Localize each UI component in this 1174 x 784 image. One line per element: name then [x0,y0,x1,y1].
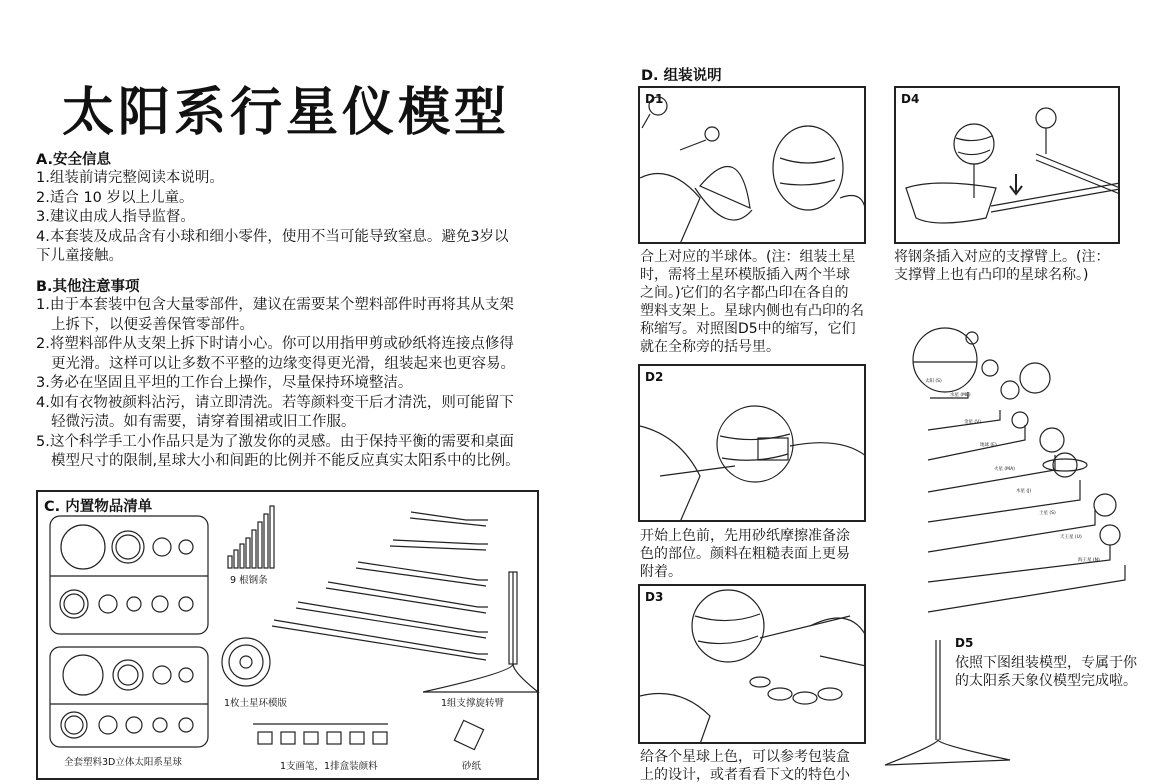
sun-model [913,328,977,392]
sun-hemisphere-part [61,525,105,569]
step-label: D2 [645,370,664,384]
notes-line: 轻微污渍。如有需要，请穿着围裙或旧工作服。 [51,414,356,430]
step-d3-caption [640,748,850,784]
d3-illustration [640,586,866,744]
arm-label: 地球 (E) [980,443,997,448]
d2-illustration [640,366,866,522]
planet-part [153,538,171,556]
arm-label: 太阳 (S) [925,379,942,384]
caption-line: 时，需将土星环模版插入两个半球 [640,267,850,283]
caption-line: 合上对应的半球体。(注：组装土星 [640,249,856,265]
caption-line: 就在全称旁的括号里。 [640,339,780,355]
step-d3-panel [638,584,866,744]
notes-line: 3.务必在坚固且平坦的工作台上操作，尽量保持环境整洁。 [36,375,413,391]
planets-label: 全套塑料3D立体太阳系星球 [64,757,182,768]
safety-heading: A.安全信息 [36,152,111,168]
caption-line: 称缩写。对照图D5中的缩写，它们 [640,321,856,337]
notes-line: 4.如有衣物被颜料沾污，请立即清洗。若等颜料变干后才清洗，则可能留下 [36,394,514,411]
contents-heading: C. 内置物品清单 [44,499,153,515]
arm-label: 水星 (ME) [950,393,971,398]
sandpaper-icon [454,720,483,749]
caption-line: 上的设计，或者看看下文的特色小 [640,767,850,783]
step-d5-caption [955,654,1137,690]
caption-line: 支撑臂上也有凸印的星球名称。) [894,267,1089,283]
caption-line: 附着。 [640,564,682,580]
step-d1-panel [638,86,866,244]
stand-label: 1组支撑旋转臂 [441,698,505,709]
step-d4-panel [894,86,1120,244]
step-d4-caption [894,248,1109,284]
paint-pots-icon [253,724,388,744]
ring-label: 1枚土星环模版 [224,698,288,709]
arm-label: 天王星 (U) [1060,535,1082,540]
caption-line: 的太阳系天象仪模型完成啦。 [955,673,1137,689]
notes-line: 更光滑。这样可以让多数不平整的边缘变得更光滑，组装起来也更容易。 [51,355,515,372]
step-d2-caption [640,527,850,581]
support-arms-icon [272,512,488,660]
sprue-frame [50,516,208,634]
caption-line: 开始上色前，先用砂纸摩擦准备涂 [640,528,850,544]
step-label: D4 [901,92,920,106]
paint-label: 1支画笔，1排盒装颜料 [280,761,378,772]
notes-line: 上拆下，以便妥善保管零部件。 [51,316,254,333]
caption-line: 色的部位。颜料在粗糙表面上更易 [640,546,850,562]
step-label: D5 [955,636,974,650]
contents-illustration [38,492,541,782]
saturn-part [112,531,144,563]
caption-line: 之间。)它们的名字都凸印在各自的 [640,285,849,301]
notes-line: 2.将塑料部件从支架上拆下时请小心。你可以用指甲剪或砂纸将连接点修得 [36,336,514,352]
safety-item: 4.本套装及成品含有小球和细小零件，使用不当可能导致窒息。避免3岁以 [36,228,509,245]
caption-line: 塑料支架上。星球内侧也有凸印的名 [640,303,864,319]
assembly-heading: D. 组装说明 [641,68,722,84]
contents-box [36,490,539,780]
d1-illustration [640,88,866,244]
sandpaper-label: 砂纸 [462,761,482,772]
step-d1-caption [640,248,864,356]
arm-label: 海王星 (N) [1078,558,1100,563]
step-label: D3 [645,590,664,604]
d4-illustration [896,88,1120,244]
safety-item: 2.适合 10 岁以上儿童。 [36,189,194,206]
arm-label: 木星 (J) [1016,489,1032,494]
safety-item: 1.组装前请完整阅读本说明。 [36,170,224,186]
notes-section [36,275,520,472]
safety-item: 3.建议由成人指导监督。 [36,209,195,225]
notes-line: 模型尺寸的限制,星球大小和间距的比例并不能反应真实太阳系中的比例。 [51,453,520,469]
caption-line: 将钢条插入对应的支撑臂上。(注： [894,249,1110,265]
step-label: D1 [645,92,664,106]
saturn-ring-template-icon [222,638,270,686]
notes-heading: B.其他注意事项 [36,279,140,295]
arm-label: 土星 (S) [1039,511,1056,516]
caption-line: 依照下图组装模型，专属于你 [955,655,1137,671]
notes-line: 1.由于本套装中包含大量零部件，建议在需要某个塑料部件时再将其从支架 [36,297,514,313]
page-title: 太阳系行星仪模型 [62,83,511,143]
step-d2-panel [638,364,866,522]
steel-rods-icon [228,506,274,568]
arm-label: 火星 (MA) [994,467,1015,472]
planet-part [179,540,193,554]
rods-label: 9 根钢条 [230,575,268,586]
caption-line: 给各个星球上色，可以参考包装盒 [640,749,850,765]
safety-section [36,148,509,267]
arm-label: 金星 (V) [964,420,982,425]
safety-item: 下儿童接触。 [36,248,123,264]
notes-line: 5.这个科学手工小作品只是为了激发你的灵感。由于保持平衡的需要和桌面 [36,433,514,450]
